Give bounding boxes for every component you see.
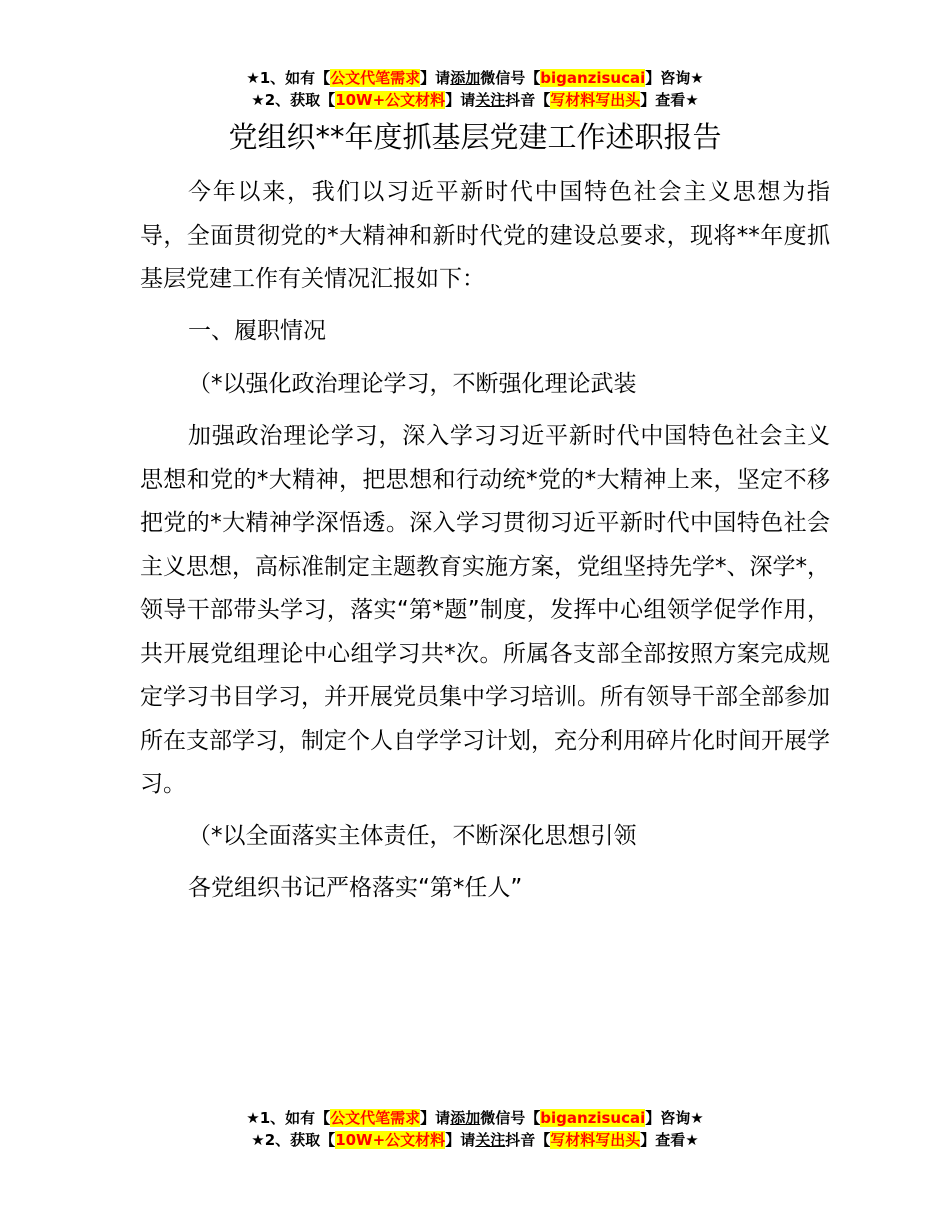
section-1-heading-text: 一、履职情况 [188, 318, 326, 344]
promo-line-2-suffix: 】查看★ [640, 91, 699, 109]
footer-line-2-suffix: 】查看★ [640, 1131, 699, 1149]
subsection-1-body [140, 415, 830, 807]
promo-line-1-suffix: 】咨询★ [645, 69, 704, 87]
promo-line-1-mid2: 微信号【 [480, 69, 541, 87]
promo-line-2-prefix: ★2、获取【 [251, 91, 336, 109]
subsection-2-body [140, 867, 830, 911]
promo-highlight-ghostwriting: 公文代笔需求 [330, 69, 421, 87]
promo-line-1-mid: 】请 [420, 69, 451, 87]
footer-emphasis-add: 添加 [450, 1109, 481, 1127]
footer-line-1-prefix: ★1、如有【 [246, 1109, 331, 1127]
promo-line-1-prefix: ★1、如有【 [246, 69, 331, 87]
footer-line-1-mid: 】请 [420, 1109, 451, 1127]
document-title: 党组织**年度抓基层党建工作述职报告 [228, 120, 722, 154]
subsection-2-body-text: 各党组织书记严格落实“第*任人” [188, 875, 523, 901]
footer-promo-banner [0, 1107, 950, 1151]
footer-line-2-mid2: 抖音【 [505, 1131, 551, 1149]
footer-line-2-mid: 】请 [445, 1131, 476, 1149]
footer-line-2-prefix: ★2、获取【 [251, 1131, 336, 1149]
footer-promo-line-2 [0, 1129, 950, 1151]
promo-line-1 [0, 67, 950, 89]
subsection-1-heading [140, 363, 830, 407]
intro-text: 今年以来，我们以习近平新时代中国特色社会主义思想为指导，全面贯彻党的*大精神和新时代党的建设总要求，现将**年度抓基层党建工作有关情况汇报如下： [140, 179, 830, 292]
footer-line-1-suffix: 】咨询★ [645, 1109, 704, 1127]
footer-highlight-wechat-id: biganzisucai [540, 1109, 646, 1127]
subsection-1-heading-text: （*以强化政治理论学习，不断强化理论武装 [188, 371, 637, 397]
promo-emphasis-add: 添加 [450, 69, 481, 87]
subsection-1-body-text: 加强政治理论学习，深入学习习近平新时代中国特色社会主义思想和党的*大精神，把思想和行动统*党的*大精神上来，坚定不移把党的*大精神学深悟透。深入学习贯彻习近平新时代中国特色社会主义思想，高标准制定主题教育实施方案，党组坚持先学*、深学*，领导干部带头学习，落实“第*题”制度，发挥中心组领学促学作用，共开展党组理论中心组学习共*次。所属各支部全部按照方案完成规定学习书目学习，并开展党员集中学习培训。所有领导干部全部参加所在支部学习，制定个人自学学习计划，充分利用碎片化时间开展学习。 [140, 423, 830, 797]
footer-line-1-mid2: 微信号【 [480, 1109, 541, 1127]
intro-paragraph [140, 171, 830, 302]
footer-promo-line-1 [0, 1107, 950, 1129]
subsection-2-heading [140, 815, 830, 859]
promo-line-2 [0, 89, 950, 111]
promo-line-2-mid: 】请 [445, 91, 476, 109]
promo-highlight-wechat-id: biganzisucai [540, 69, 646, 87]
section-1-heading [140, 310, 830, 354]
promo-emphasis-follow: 关注 [475, 91, 506, 109]
footer-highlight-materials: 10W+公文材料 [335, 1131, 446, 1149]
footer-highlight-ghostwriting: 公文代笔需求 [330, 1109, 421, 1127]
footer-highlight-douyin-account: 写材料写出头 [550, 1131, 641, 1149]
promo-line-2-mid2: 抖音【 [505, 91, 551, 109]
header-promo-banner [0, 67, 950, 111]
promo-highlight-douyin-account: 写材料写出头 [550, 91, 641, 109]
subsection-2-heading-text: （*以全面落实主体责任，不断深化思想引领 [188, 823, 637, 849]
promo-highlight-materials: 10W+公文材料 [335, 91, 446, 109]
footer-emphasis-follow: 关注 [475, 1131, 506, 1149]
